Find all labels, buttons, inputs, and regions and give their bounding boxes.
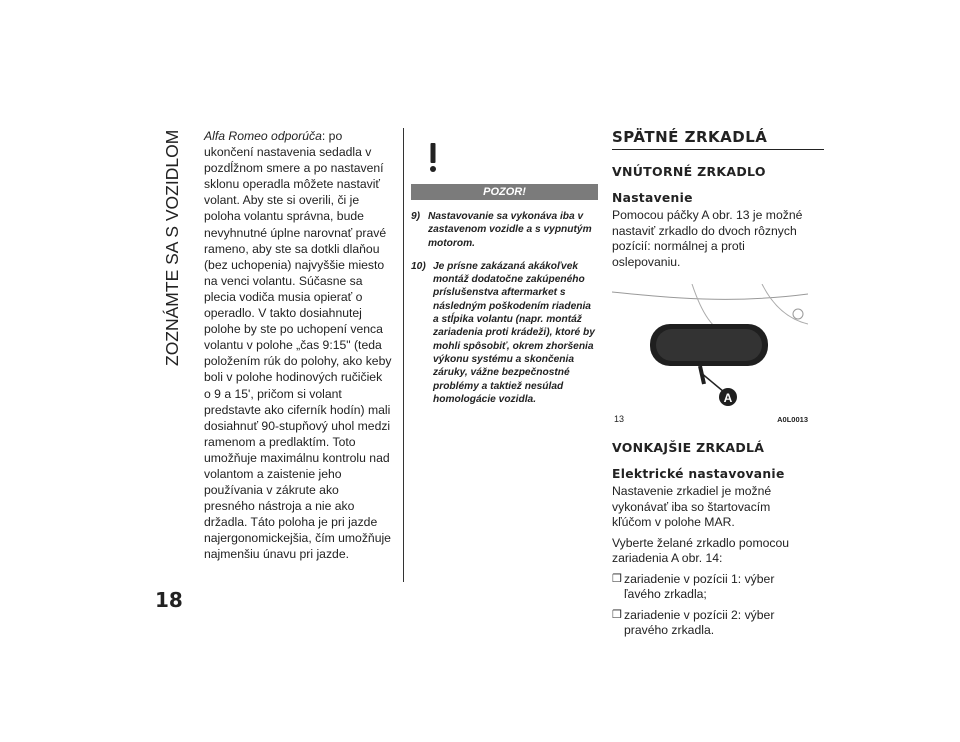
- subheading-adjustment: Nastavenie: [612, 191, 693, 205]
- warning-title: POZOR!: [483, 186, 526, 198]
- column-divider: [403, 128, 404, 582]
- side-title-text: ZOZNÁMTE SA S VOZIDLOM: [162, 130, 182, 366]
- warning-icon: [417, 140, 449, 172]
- mirror-illustration: [612, 284, 808, 414]
- right-column: [612, 128, 808, 639]
- side-title-svg: [150, 130, 190, 370]
- left-text: : po ukončení nastavenia sedadla v pozdĺžnom smere a po nastavení sklonu operadla môžete nastaviť volant. Aby ste si overili, či je poloha volantu správna, bude nevyhnutné úplne narovnať pravé rameno, aby ste sa dotkli dlaňou (bez uchopenia) najvyššie miesto na venci volantu. Súčasne sa plecia vodiča musia opierať o operadlo. V takto dosiahnutej polohe by ste po uchopení venca volantu v polohe „čas 9:15" (teda položením rúk do polohy, ako keby boli v polohe hodinových ručičiek o 9 a 15', pričom si volant predstavte ako ciferník hodín) mali dosiahnuť 90-stupňový uhol medzi ramenom a predlaktím. Toto umožňuje maximálnu kontrolu nad volantom a zaistenie jeho používania v zákrute ako presného nástroja a nie ako držadla. Táto poloha je pri jazde najergonomickejšia, čím umožňuje najmenšiu únavu pri jazde.: [204, 129, 392, 562]
- left-column: [204, 128, 392, 563]
- figure-number: 13: [614, 414, 625, 424]
- bullet-item: [612, 572, 808, 603]
- warning-item: [411, 210, 598, 250]
- warning-item-number: 10): [411, 260, 426, 272]
- subheading-inner-mirror: VNÚTORNÉ ZRKADLO: [612, 164, 766, 179]
- subheading-electric-adjustment: Elektrické nastavovanie: [612, 467, 785, 481]
- outer-mirror-text-2: Vyberte želané zrkadlo pomocou zariadenia A obr. 14:: [612, 535, 790, 565]
- warning-item: [411, 260, 598, 406]
- inner-mirror-text: Pomocou páčky A obr. 13 je možné nastaviť zrkadlo do dvoch rôznych pozícií: normálnej a proti oslepovaniu.: [612, 208, 803, 269]
- section-heading: SPÄTNÉ ZRKADLÁ: [612, 128, 824, 150]
- bullet-item: [612, 608, 808, 639]
- figure-code: A0L0013: [777, 415, 808, 424]
- bullet-mark: ❒: [612, 608, 622, 621]
- bullet-text: zariadenie v pozícii 1: výber ľavého zrkadla;: [624, 571, 775, 601]
- warning-list: [411, 210, 598, 416]
- bullet-text: zariadenie v pozícii 2: výber pravého zrkadla.: [624, 607, 775, 637]
- section-side-title: [150, 130, 190, 370]
- left-paragraph: [204, 128, 392, 563]
- warning-title-bar: [411, 184, 598, 200]
- figure-callout-a: A: [723, 391, 733, 405]
- bullet-mark: ❒: [612, 572, 622, 585]
- figure-rearview-mirror: [612, 284, 808, 424]
- italic-lead: Alfa Romeo odporúča: [204, 129, 322, 143]
- page-number: 18: [155, 588, 183, 612]
- outer-mirror-text-1: Nastavenie zrkadiel je možné vykonávať iba so štartovacím kľúčom v polohe MAR.: [612, 484, 772, 529]
- warning-item-number: 9): [411, 211, 421, 222]
- warning-item-text: Nastavovanie sa vykonáva iba v zastavenom vozidle a s vypnutým motorom.: [428, 211, 592, 249]
- subheading-outer-mirrors: VONKAJŠIE ZRKADLÁ: [612, 440, 765, 455]
- warning-item-text: Je prísne zakázaná akákoľvek montáž dodatočne zakúpeného príslušenstva aftermarket s následným poškodením riadenia a stĺpika volantu (napr. montáž zariadenia proti krádeži), ktoré by mohli spôsobiť, okrem zhoršenia výkonu systému a skončenia záruky, vážne bezpečnostné problémy a taktiež nesúlad homologácie vozidla.: [433, 260, 595, 405]
